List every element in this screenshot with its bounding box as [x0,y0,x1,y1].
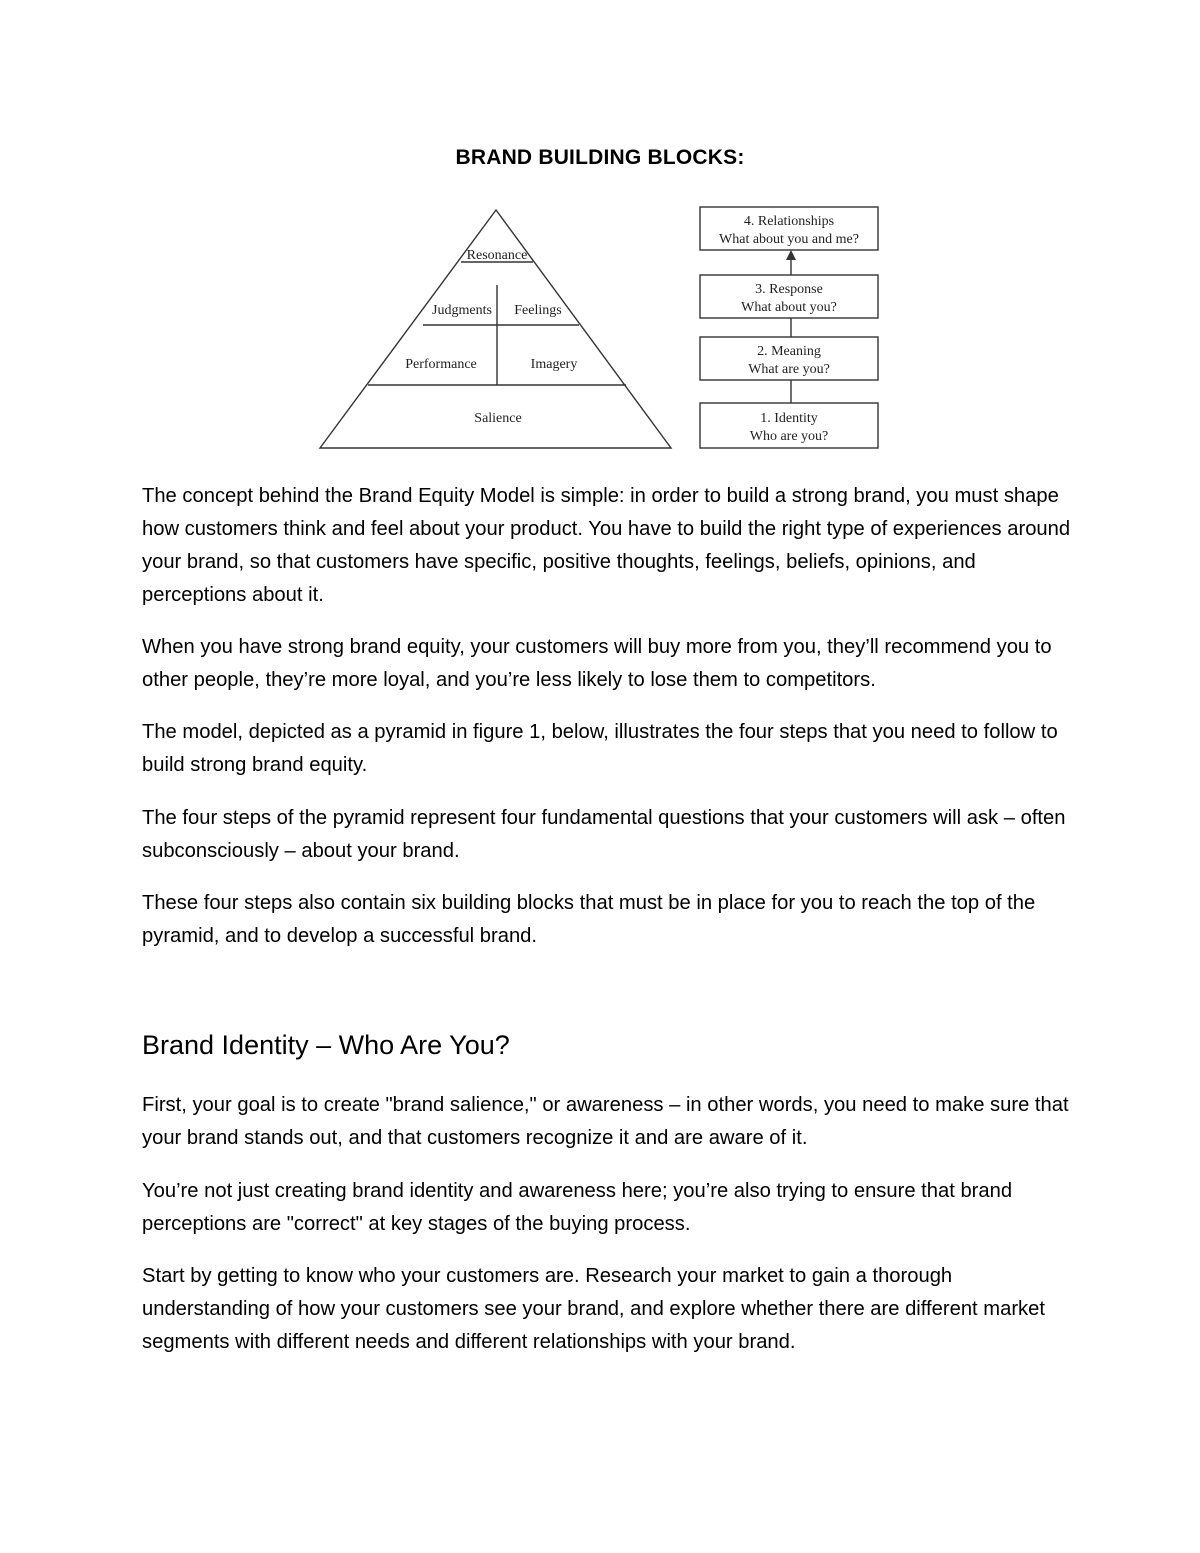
step-question: What are you? [748,362,830,377]
section-heading: Brand Identity – Who Are You? [142,1030,510,1060]
paragraph: The four steps of the pyramid represent four fundamental questions that your customers will ask – often subconsciously – about your brand. [142,807,1066,862]
pyramid-performance: Performance [405,357,477,372]
brand-pyramid-figure [0,0,1200,470]
paragraph: The concept behind the Brand Equity Model is simple: in order to build a strong brand, you must shape how customers think and feel about your product. You have to build the right type of experiences around your brand, so that customers have specific, positive thoughts, feelings, beliefs, opinions, and perceptions about it. [142,485,1071,606]
step-label: 1. Identity [760,411,818,426]
arrow-up-icon [786,250,796,260]
document-title: BRAND BUILDING BLOCKS: [455,146,745,169]
step-label: 3. Response [755,282,823,297]
pyramid-feelings: Feelings [514,303,562,318]
step-label: 2. Meaning [757,344,821,359]
pyramid-resonance: Resonance [466,248,528,263]
paragraph: These four steps also contain six building blocks that must be in place for you to reach the top of the pyramid, and to develop a successful brand. [142,892,1036,947]
paragraph: First, your goal is to create "brand salience," or awareness – in other words, you need to make sure that your brand stands out, and that customers recognize it and are aware of it. [142,1094,1069,1149]
pyramid-imagery: Imagery [530,357,578,372]
step-question: What about you and me? [719,232,859,247]
paragraph: You’re not just creating brand identity and awareness here; you’re also trying to ensure that brand perceptions are "correct" at key stages of the buying process. [142,1180,1013,1235]
pyramid-salience: Salience [474,411,522,426]
paragraph: The model, depicted as a pyramid in figure 1, below, illustrates the four steps that you need to follow to build strong brand equity. [142,721,1058,776]
step-question: Who are you? [749,429,829,444]
pyramid-judgments: Judgments [432,303,492,318]
step-question: What about you? [741,300,837,315]
paragraph: When you have strong brand equity, your customers will buy more from you, they’ll recommend you to other people, they’re more loyal, and you’re less likely to lose them to competitors. [142,636,1052,691]
paragraph: Start by getting to know who your customers are. Research your market to gain a thorough understanding of how your customers see your brand, and explore whether there are different market segments with different needs and different relationships with your brand. [142,1265,1045,1353]
step-label: 4. Relationships [743,214,835,229]
